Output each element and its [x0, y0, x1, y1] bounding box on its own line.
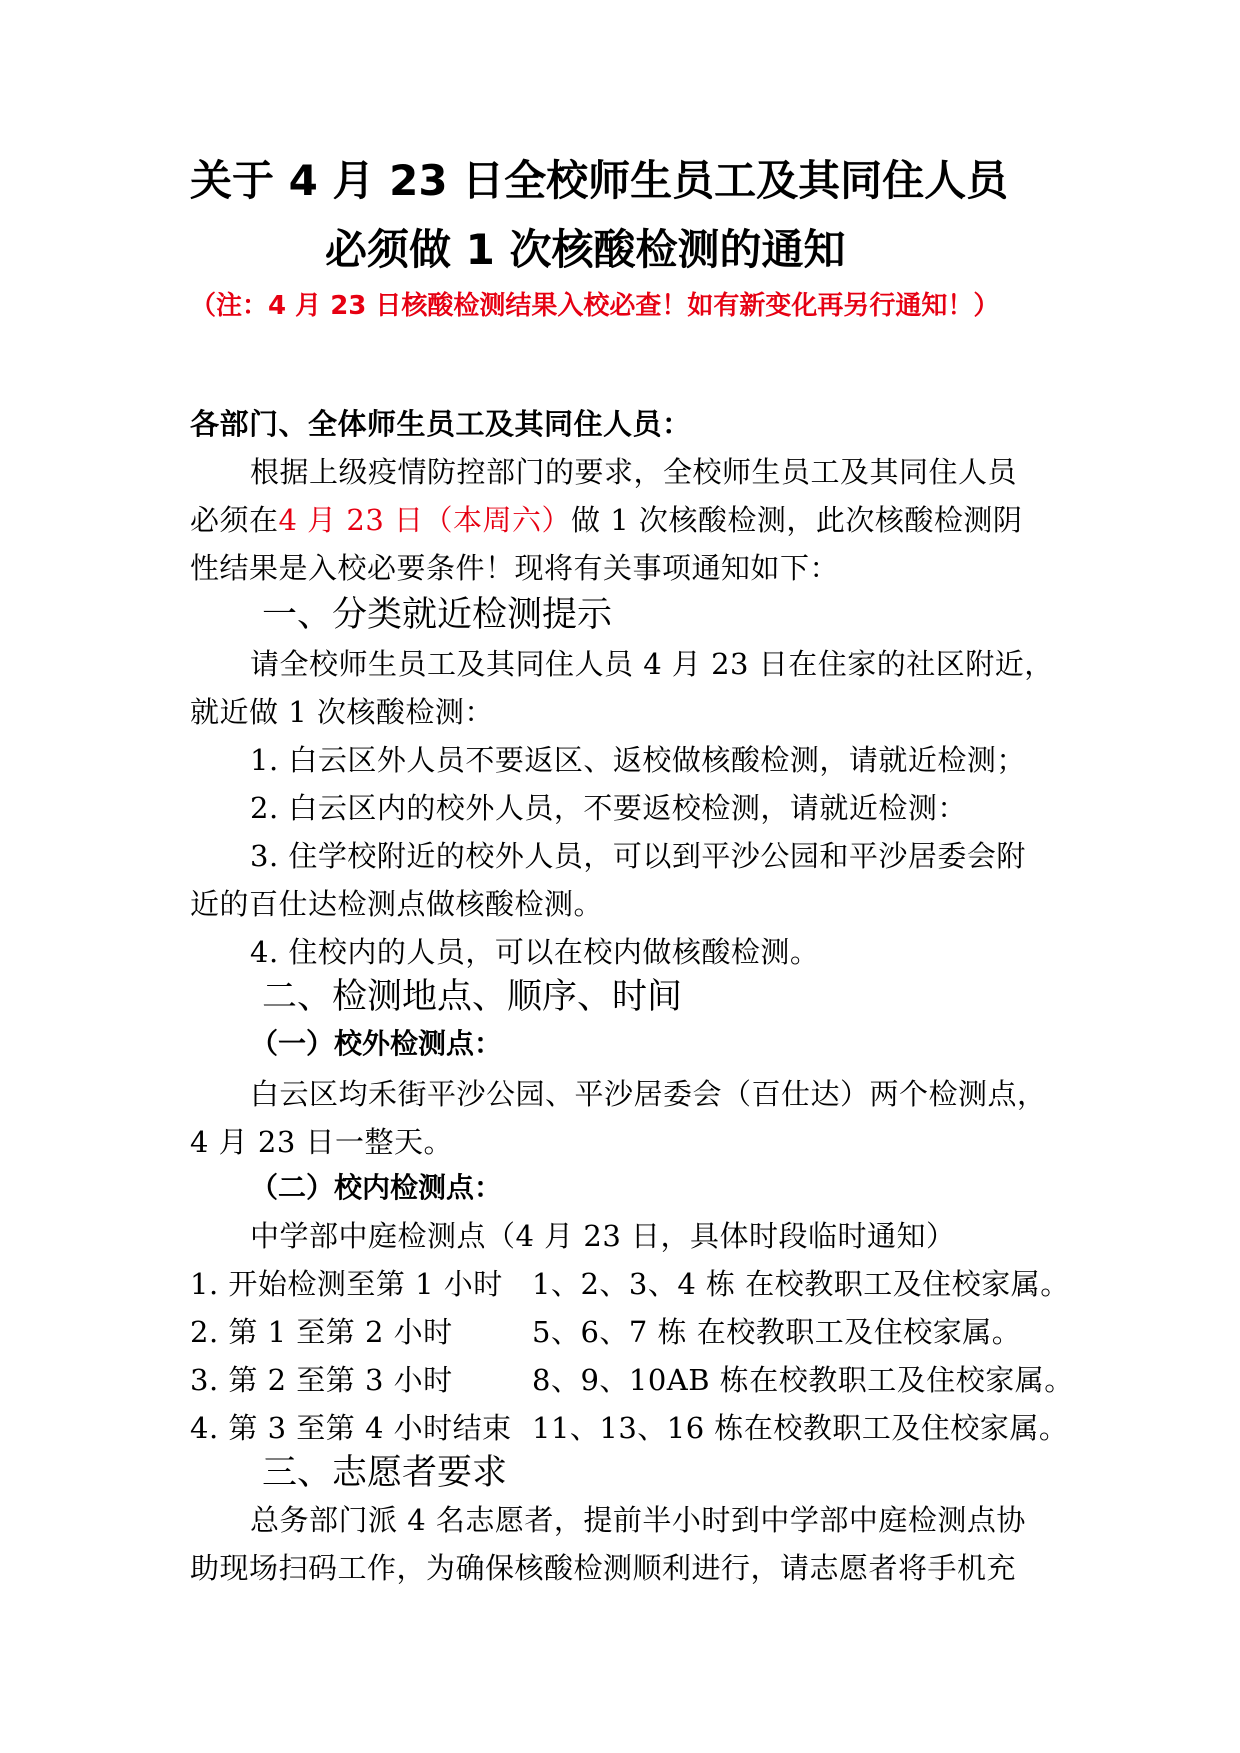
section-3-line-2: 助现场扫码工作，为确保核酸检测顺利进行，请志愿者将手机充	[190, 1551, 1017, 1585]
section-2-sub-2-line-1: 中学部中庭检测点（4 月 23 日，具体时段临时通知）	[250, 1219, 956, 1253]
section-1-heading: 一、分类就近检测提示	[262, 595, 613, 635]
schedule-time: 2. 第 1 至第 2 小时	[190, 1315, 453, 1349]
section-1-item-3-line-2: 近的百仕达检测点做核酸检测。	[190, 887, 604, 921]
section-1-item-4: 4. 住校内的人员，可以在校内做核酸检测。	[250, 935, 820, 969]
section-2-sub-2: （二）校内检测点：	[250, 1171, 503, 1204]
intro-line-3: 性结果是入校必要条件！现将有关事项通知如下：	[190, 551, 840, 585]
schedule-time: 4. 第 3 至第 4 小时结束	[190, 1411, 512, 1445]
intro-line-2-suffix: 做 1 次核酸检测，此次核酸检测阴	[571, 503, 1023, 537]
schedule-group: 1、2、3、4 栋 在校教职工及住校家属。	[532, 1267, 1070, 1301]
schedule-time: 1. 开始检测至第 1 小时	[190, 1267, 503, 1301]
red-note: （注：4 月 23 日核酸检测结果入校必查！如有新变化再另行通知！）	[190, 291, 1000, 321]
section-3-line-1: 总务部门派 4 名志愿者，提前半小时到中学部中庭检测点协	[250, 1503, 1026, 1537]
section-2-sub-1-line-2: 4 月 23 日一整天。	[190, 1125, 454, 1159]
schedule-group: 5、6、7 栋 在校教职工及住校家属。	[532, 1315, 1022, 1349]
salutation: 各部门、全体师生员工及其同住人员：	[190, 407, 692, 441]
title-line-2: 必须做 1 次核酸检测的通知	[325, 225, 846, 274]
section-1-item-1: 1. 白云区外人员不要返区、返校做核酸检测，请就近检测；	[250, 743, 1026, 777]
intro-line-2	[190, 503, 1023, 537]
section-1-para-line-1: 请全校师生员工及其同住人员 4 月 23 日在住家的社区附近，	[250, 647, 1054, 681]
section-2-heading: 二、检测地点、顺序、时间	[262, 977, 683, 1017]
schedule-group: 8、9、10AB 栋在校教职工及住校家属。	[532, 1363, 1074, 1397]
section-3-heading: 三、志愿者要求	[262, 1453, 508, 1493]
schedule-group: 11、13、16 栋在校教职工及住校家属。	[532, 1411, 1069, 1445]
section-1-item-2: 2. 白云区内的校外人员，不要返校检测，请就近检测：	[250, 791, 967, 825]
schedule-time: 3. 第 2 至第 3 小时	[190, 1363, 453, 1397]
section-2-sub-1-line-1: 白云区均禾街平沙公园、平沙居委会（百仕达）两个检测点，	[250, 1077, 1047, 1111]
title-line-1: 关于 4 月 23 日全校师生员工及其同住人员	[190, 156, 1009, 205]
section-1-item-3-line-1: 3. 住学校附近的校外人员，可以到平沙公园和平沙居委会附	[250, 839, 1026, 873]
intro-line-2-prefix: 必须在	[190, 503, 279, 537]
section-2-sub-1: （一）校外检测点：	[250, 1027, 503, 1060]
intro-date-highlight: 4 月 23 日（本周六）	[278, 503, 572, 537]
intro-line-1: 根据上级疫情防控部门的要求，全校师生员工及其同住人员	[250, 455, 1018, 489]
section-1-para-line-2: 就近做 1 次核酸检测：	[190, 695, 494, 729]
